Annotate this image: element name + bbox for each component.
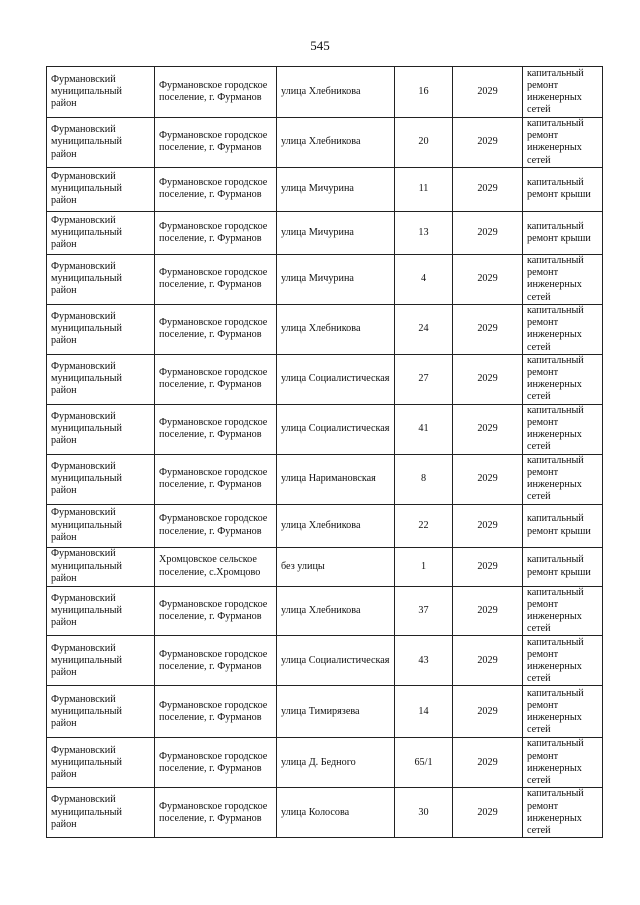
table-row	[47, 211, 603, 254]
house-number-cell: 41	[395, 404, 453, 454]
table-row	[47, 404, 603, 454]
work-type-cell: капитальный ремонт инженерных сетей	[523, 354, 603, 404]
work-type-cell: капитальный ремонт инженерных сетей	[523, 454, 603, 504]
work-type-cell: капитальный ремонт инженерных сетей	[523, 686, 603, 738]
year-cell: 2029	[453, 686, 523, 738]
work-type-cell: капитальный ремонт крыши	[523, 504, 603, 547]
house-number-cell: 1	[395, 547, 453, 586]
year-cell: 2029	[453, 738, 523, 788]
house-number-cell: 20	[395, 118, 453, 168]
settlement-cell: Фурмановское городское поселение, г. Фурманов	[155, 254, 277, 304]
year-cell: 2029	[453, 304, 523, 354]
street-cell: улица Хлебникова	[277, 586, 395, 636]
district-cell: Фурмановский муниципальный район	[47, 211, 155, 254]
district-cell: Фурмановский муниципальный район	[47, 404, 155, 454]
table-row	[47, 586, 603, 636]
table-row	[47, 788, 603, 838]
table-row	[47, 454, 603, 504]
street-cell: улица Д. Бедного	[277, 738, 395, 788]
settlement-cell: Фурмановское городское поселение, г. Фурманов	[155, 304, 277, 354]
district-cell: Фурмановский муниципальный район	[47, 636, 155, 686]
work-type-cell: капитальный ремонт инженерных сетей	[523, 118, 603, 168]
street-cell: улица Наримановская	[277, 454, 395, 504]
year-cell: 2029	[453, 67, 523, 118]
table-row	[47, 686, 603, 738]
work-type-cell: капитальный ремонт крыши	[523, 211, 603, 254]
work-type-cell: капитальный ремонт инженерных сетей	[523, 254, 603, 304]
district-cell: Фурмановский муниципальный район	[47, 167, 155, 211]
settlement-cell: Фурмановское городское поселение, г. Фурманов	[155, 404, 277, 454]
work-type-cell: капитальный ремонт крыши	[523, 167, 603, 211]
year-cell: 2029	[453, 118, 523, 168]
street-cell: улица Социалистическая	[277, 404, 395, 454]
work-type-cell: капитальный ремонт инженерных сетей	[523, 636, 603, 686]
settlement-cell: Фурмановское городское поселение, г. Фурманов	[155, 67, 277, 118]
house-number-cell: 27	[395, 354, 453, 404]
year-cell: 2029	[453, 788, 523, 838]
work-type-cell: капитальный ремонт инженерных сетей	[523, 404, 603, 454]
year-cell: 2029	[453, 167, 523, 211]
settlement-cell: Фурмановское городское поселение, г. Фурманов	[155, 211, 277, 254]
table-row	[47, 636, 603, 686]
table-row	[47, 354, 603, 404]
house-number-cell: 22	[395, 504, 453, 547]
house-number-cell: 11	[395, 167, 453, 211]
year-cell: 2029	[453, 504, 523, 547]
table-row	[47, 504, 603, 547]
year-cell: 2029	[453, 586, 523, 636]
street-cell: улица Мичурина	[277, 167, 395, 211]
house-number-cell: 65/1	[395, 738, 453, 788]
district-cell: Фурмановский муниципальный район	[47, 686, 155, 738]
street-cell: улица Колосова	[277, 788, 395, 838]
street-cell: улица Хлебникова	[277, 118, 395, 168]
house-number-cell: 13	[395, 211, 453, 254]
year-cell: 2029	[453, 404, 523, 454]
house-number-cell: 24	[395, 304, 453, 354]
work-type-cell: капитальный ремонт инженерных сетей	[523, 738, 603, 788]
table-row	[47, 67, 603, 118]
house-number-cell: 37	[395, 586, 453, 636]
street-cell: улица Хлебникова	[277, 67, 395, 118]
house-number-cell: 14	[395, 686, 453, 738]
work-type-cell: капитальный ремонт инженерных сетей	[523, 67, 603, 118]
house-number-cell: 16	[395, 67, 453, 118]
street-cell: улица Тимирязева	[277, 686, 395, 738]
table-row	[47, 738, 603, 788]
work-type-cell: капитальный ремонт инженерных сетей	[523, 586, 603, 636]
year-cell: 2029	[453, 254, 523, 304]
district-cell: Фурмановский муниципальный район	[47, 788, 155, 838]
settlement-cell: Фурмановское городское поселение, г. Фурманов	[155, 504, 277, 547]
district-cell: Фурмановский муниципальный район	[47, 67, 155, 118]
year-cell: 2029	[453, 354, 523, 404]
district-cell: Фурмановский муниципальный район	[47, 254, 155, 304]
house-number-cell: 43	[395, 636, 453, 686]
table-row	[47, 254, 603, 304]
settlement-cell: Фурмановское городское поселение, г. Фурманов	[155, 454, 277, 504]
settlement-cell: Фурмановское городское поселение, г. Фурманов	[155, 788, 277, 838]
district-cell: Фурмановский муниципальный район	[47, 504, 155, 547]
settlement-cell: Фурмановское городское поселение, г. Фурманов	[155, 738, 277, 788]
settlement-cell: Фурмановское городское поселение, г. Фурманов	[155, 118, 277, 168]
district-cell: Фурмановский муниципальный район	[47, 354, 155, 404]
year-cell: 2029	[453, 454, 523, 504]
settlement-cell: Фурмановское городское поселение, г. Фурманов	[155, 686, 277, 738]
table-row	[47, 118, 603, 168]
settlement-cell: Фурмановское городское поселение, г. Фурманов	[155, 167, 277, 211]
year-cell: 2029	[453, 636, 523, 686]
housing-repair-table	[46, 66, 603, 838]
street-cell: улица Мичурина	[277, 254, 395, 304]
house-number-cell: 30	[395, 788, 453, 838]
settlement-cell: Фурмановское городское поселение, г. Фурманов	[155, 354, 277, 404]
street-cell: улица Социалистическая	[277, 636, 395, 686]
page-number: 545	[310, 38, 330, 53]
district-cell: Фурмановский муниципальный район	[47, 454, 155, 504]
table-row	[47, 167, 603, 211]
street-cell: без улицы	[277, 547, 395, 586]
table-row	[47, 304, 603, 354]
year-cell: 2029	[453, 547, 523, 586]
district-cell: Фурмановский муниципальный район	[47, 586, 155, 636]
street-cell: улица Хлебникова	[277, 304, 395, 354]
year-cell: 2029	[453, 211, 523, 254]
settlement-cell: Хромцовское сельское поселение, с.Хромцово	[155, 547, 277, 586]
house-number-cell: 8	[395, 454, 453, 504]
street-cell: улица Хлебникова	[277, 504, 395, 547]
house-number-cell: 4	[395, 254, 453, 304]
district-cell: Фурмановский муниципальный район	[47, 118, 155, 168]
district-cell: Фурмановский муниципальный район	[47, 304, 155, 354]
table-row	[47, 547, 603, 586]
district-cell: Фурмановский муниципальный район	[47, 738, 155, 788]
work-type-cell: капитальный ремонт инженерных сетей	[523, 304, 603, 354]
district-cell: Фурмановский муниципальный район	[47, 547, 155, 586]
settlement-cell: Фурмановское городское поселение, г. Фурманов	[155, 586, 277, 636]
street-cell: улица Социалистическая	[277, 354, 395, 404]
work-type-cell: капитальный ремонт инженерных сетей	[523, 788, 603, 838]
work-type-cell: капитальный ремонт крыши	[523, 547, 603, 586]
street-cell: улица Мичурина	[277, 211, 395, 254]
settlement-cell: Фурмановское городское поселение, г. Фурманов	[155, 636, 277, 686]
